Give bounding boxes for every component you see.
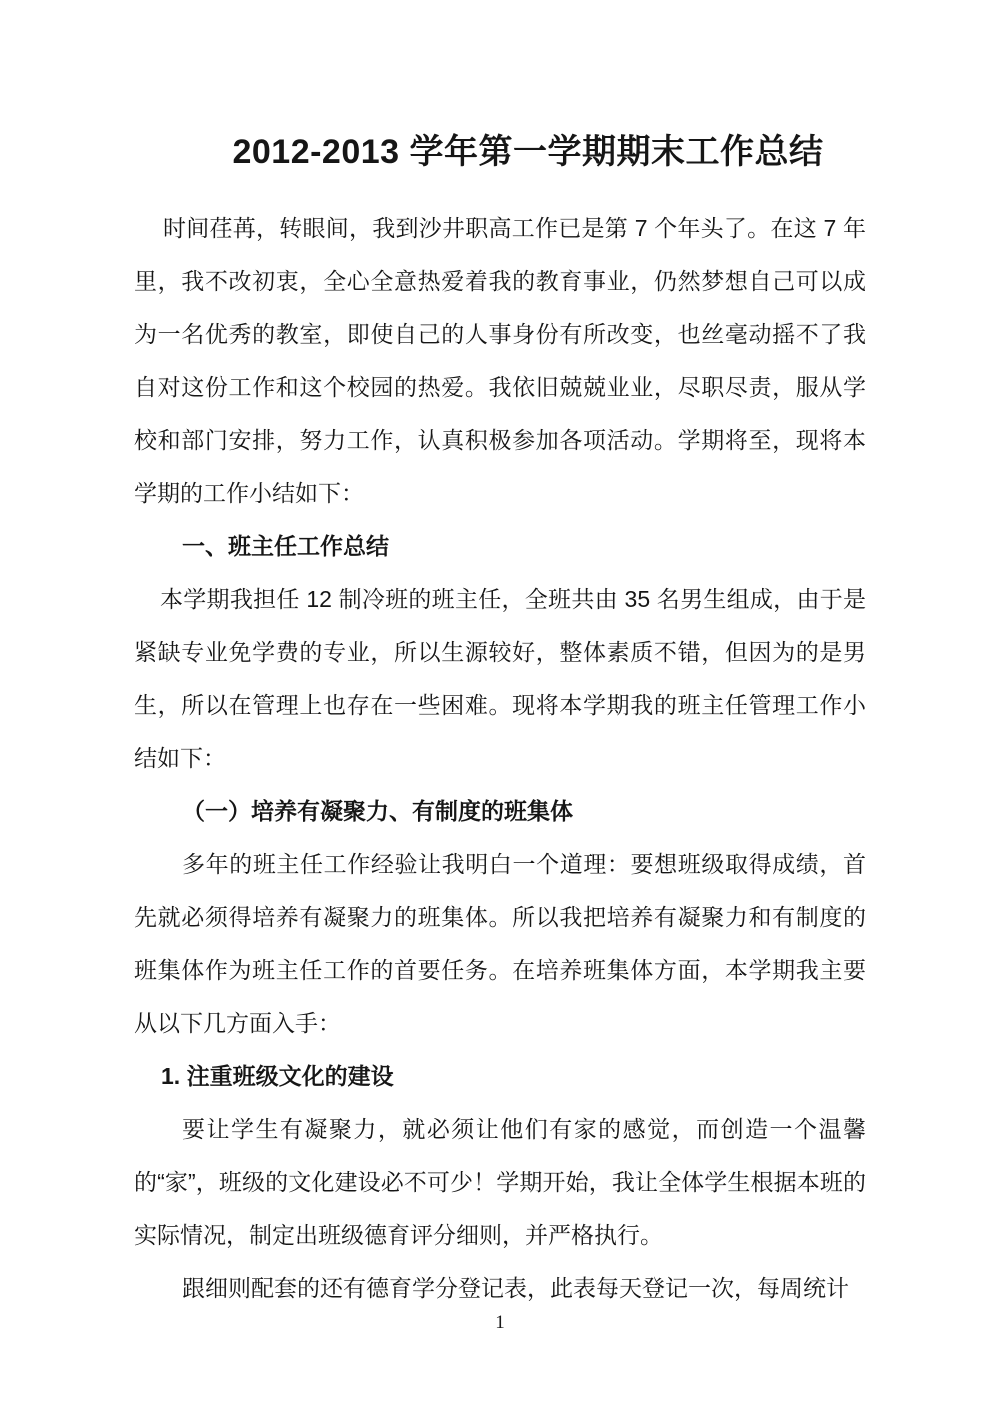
heading-subsection-1: （一）培养有凝聚力、有制度的班集体 [182, 798, 573, 824]
document-title: 2012-2013 学年第一学期期末工作总结 [232, 133, 824, 171]
paragraph-intro: 时间荏苒，转眼间，我到沙井职高工作已是第 7 个年头了。在这 7 年里，我不改初衷，全心全意热爱着我的教育事业，仍然梦想自己可以成为一名优秀的教室，即使自己的人事身份有所改变，也丝毫动摇不了我自对这份工作和这个校园的热爱。我依旧兢兢业业，尽职尽责，服从学校和部门安排，努力工作，认真积极参加各项活动。学期将至，现将本学期的工作小结如下： [134, 215, 866, 506]
paragraph-register-table: 跟细则配套的还有德育学分登记表，此表每天登记一次，每周统计 [182, 1275, 849, 1301]
heading-point-1: 1. 注重班级文化的建设 [161, 1063, 394, 1089]
heading-section-1: 一、班主任工作总结 [182, 533, 389, 559]
paragraph-experience: 多年的班主任工作经验让我明白一个道理：要想班级取得成绩，首先就必须得培养有凝聚力的班集体。所以我把培养有凝聚力和有制度的班集体作为班主任工作的首要任务。在培养班集体方面，本学期我主要从以下几方面入手： [134, 851, 866, 1036]
page-number: 1 [495, 1312, 505, 1333]
paragraph-class-culture: 要让学生有凝聚力，就必须让他们有家的感觉，而创造一个温馨的“家”，班级的文化建设必不可少！学期开始，我让全体学生根据本班的实际情况，制定出班级德育评分细则，并严格执行。 [134, 1116, 866, 1248]
paragraph-class-overview: 本学期我担任 12 制冷班的班主任，全班共由 35 名男生组成，由于是紧缺专业免学费的专业，所以生源较好，整体素质不错，但因为的是男生，所以在管理上也存在一些困难。现将本学期我的班主任管理工作小结如下： [134, 586, 866, 771]
